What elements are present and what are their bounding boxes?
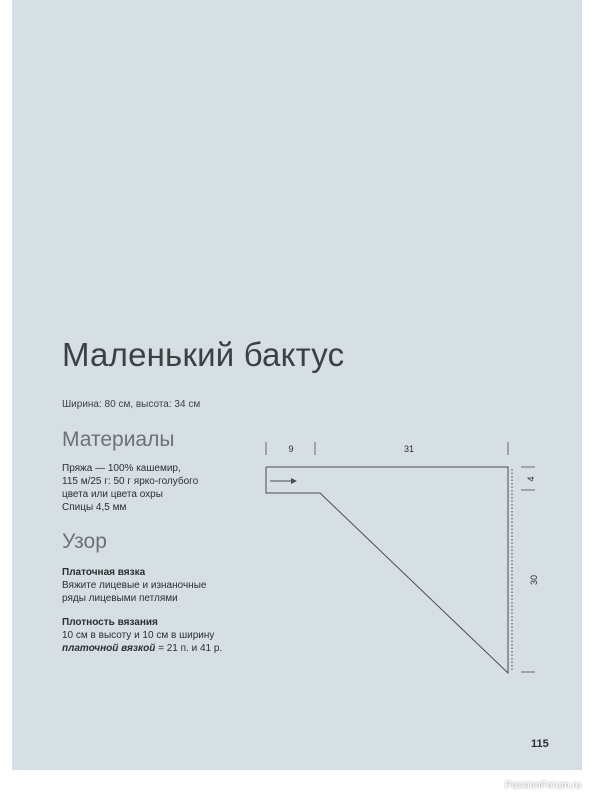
dim-label-left: 9 — [288, 444, 294, 454]
materials-line: цвета или цвета охры — [62, 489, 163, 500]
scarf-outline — [266, 467, 508, 673]
page-number: 115 — [531, 738, 549, 750]
stitch-title: Платочная вязка — [62, 567, 146, 578]
gauge-rest: = 21 п. и 41 р. — [155, 643, 223, 654]
arrow-head-icon — [291, 478, 297, 484]
materials-heading: Материалы — [62, 428, 175, 451]
gauge-title: Плотность вязания — [62, 617, 158, 628]
gauge-line: 10 см в высоту и 10 см в ширину — [62, 630, 215, 641]
stitch-section — [62, 566, 206, 605]
page-title: Маленький бактус — [62, 336, 345, 373]
watermark: PassionForum.ru — [505, 780, 582, 791]
stitch-line: Вяжите лицевые и изнаночные — [62, 580, 207, 591]
materials-list — [62, 462, 198, 514]
stitch-line: ряды лицевыми петлями — [62, 593, 178, 604]
size-info: Ширина: 80 см, высота: 34 см — [62, 399, 201, 410]
materials-line: 115 м/25 г: 50 г ярко-голубого — [62, 476, 199, 487]
gauge-emphasis: платочной вязкой — [62, 643, 156, 654]
dim-label-right-small: 4 — [526, 476, 536, 482]
dim-label-right-large: 30 — [529, 574, 539, 586]
schematic-diagram — [255, 435, 555, 685]
gauge-section — [62, 616, 222, 655]
gauge-line-2 — [62, 642, 222, 655]
pattern-heading: Узор — [62, 530, 107, 553]
materials-line: Пряжа — 100% кашемир, — [62, 463, 181, 474]
dim-label-top: 31 — [403, 444, 415, 454]
materials-line: Спицы 4,5 мм — [62, 502, 127, 513]
